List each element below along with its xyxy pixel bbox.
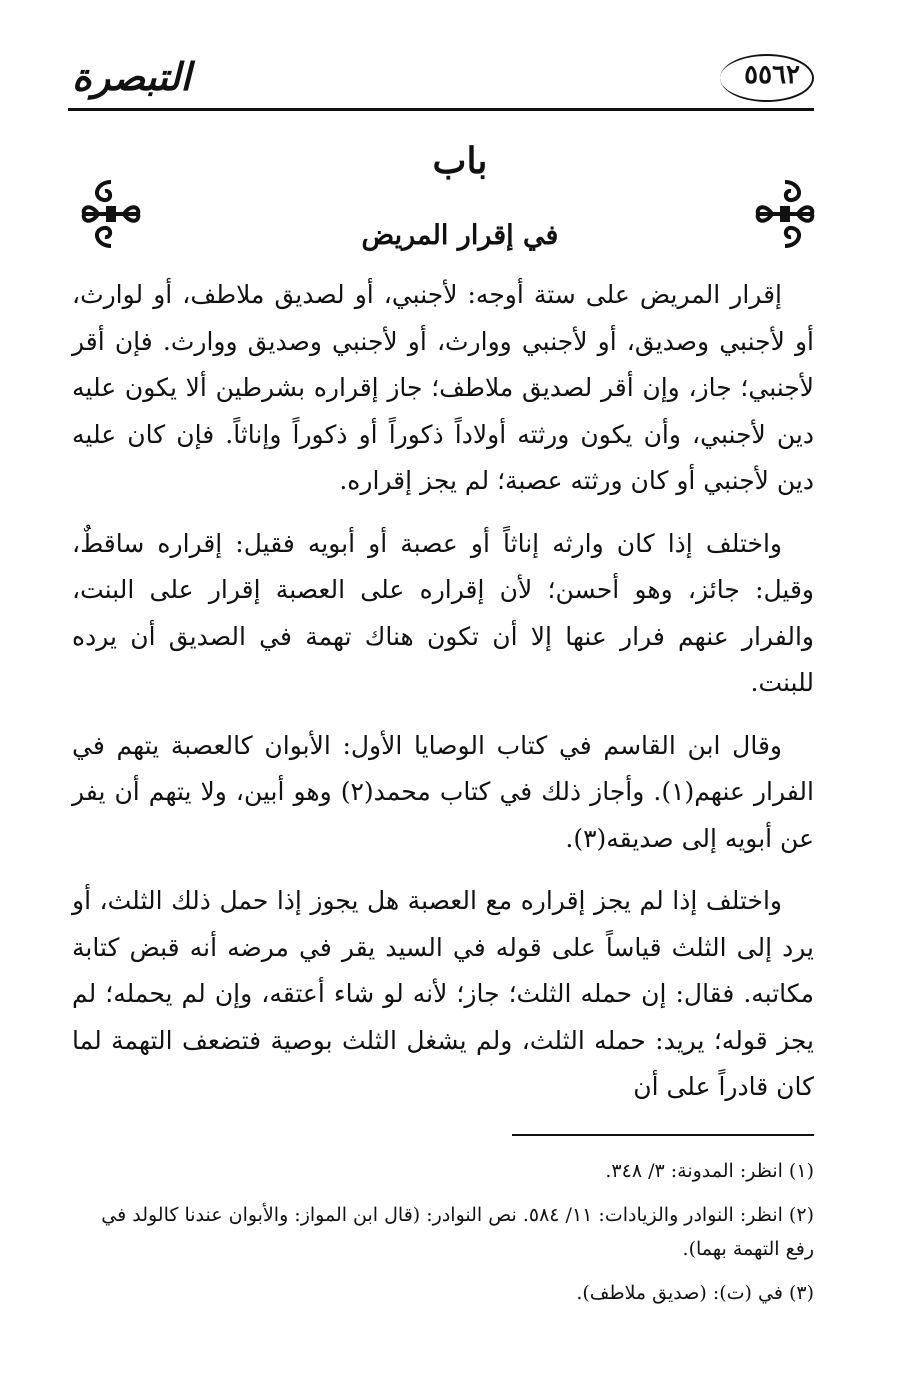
paragraph: وقال ابن القاسم في كتاب الوصايا الأول: الأبوان كالعصبة يتهم في الفرار عنهم(١). وأجاز ذلك في كتاب محمد(٢) وهو أبين، ولا يتهم أن يفر عن أبويه إلى صديقه(٣). xyxy=(72,730,814,853)
page-header xyxy=(68,52,814,122)
chapter-label: باب xyxy=(432,140,488,182)
chapter-title: في إقرار المريض xyxy=(361,220,559,251)
paragraph: واختلف إذا لم يجز إقراره مع العصبة هل يجوز إذا حمل ذلك الثلث، أو يرد إلى الثلث قياساً على قوله في السيد يقر في مرضه أنه قبض كتابة مكاتبه. فقال: إن حمله الثلث؛ جاز؛ لأنه لو شاء أعتقه، وإن لم يحمله؛ لم يجز قوله؛ يريد: حمله الثلث، ولم يشغل الثلث بوصية فتضعف التهمة لما كان قادراً على أن xyxy=(72,886,814,1101)
footnote: (١) انظر: المدونة: ٣/ ٣٤٨. xyxy=(605,1160,814,1182)
paragraph: إقرار المريض على ستة أوجه: لأجنبي، أو لصديق ملاطف، أو لوارث، أو لأجنبي وصديق، أو لأجنبي ووارث، أو لأجنبي وصديق ووارث. فإن أقر لأجنبي؛ جاز، وإن أقر لصديق ملاطف؛ جاز إقراره بشرطين ألا يكون عليه دين لأجنبي، وأن يكون ورثته أولاداً ذكوراً أو ذكوراً وإناثاً. فإن كان عليه دين لأجنبي أو كان ورثته عصبة؛ لم يجز إقراره. xyxy=(72,280,814,495)
footnote-divider xyxy=(512,1134,814,1136)
book-title: التبصرة xyxy=(72,54,191,99)
footnotes xyxy=(72,1154,814,1320)
main-text xyxy=(72,272,814,1127)
header-rule xyxy=(68,108,814,111)
paragraph: واختلف إذا كان وارثه إناثاً أو عصبة أو أبويه فقيل: إقراره ساقطٌ، وقيل: جائز، وهو أحسن؛ لأن إقراره على العصبة إقرار على البنت، والفرار عنهم فرار عنها إلا أن تكون هناك تهمة في الصديق أن يرده للبنت. xyxy=(72,528,814,697)
page-number: ٥٥٦٢ xyxy=(744,60,800,90)
footnote: (٣) في (ت): (صديق ملاطف). xyxy=(576,1282,814,1304)
footnote: (٢) انظر: النوادر والزيادات: ١١/ ٥٨٤. نص النوادر: (قال ابن المواز: والأبوان عندنا كالولد في رفع التهمة بهما). xyxy=(101,1204,814,1260)
